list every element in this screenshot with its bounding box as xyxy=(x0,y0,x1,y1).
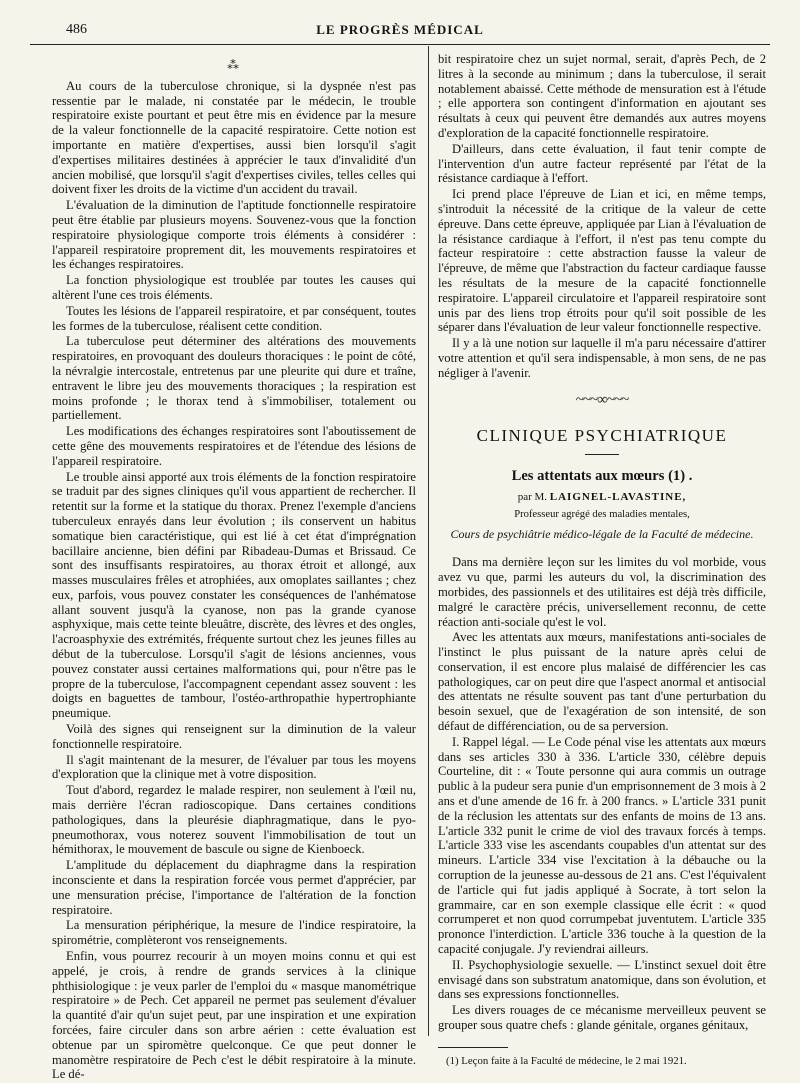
paragraph: Avec les attentats aux mœurs, manifestations anti-sociales de l'instinct le plus puissant de la nature après celui de conservation, il est encore plus malaisé de différencier les cas pathologiques, car on peut dire que l'aspect anormal et antisocial des attentats ne résulte souvent pas tant d'une perturbation du besoin sexuel, que de l'exagération de son intensité, de son défaut de différenciation, ou de sa perversion. xyxy=(438,630,766,734)
paragraph: La tuberculose peut déterminer des altérations des mouvements respiratoires, en provoquant des douleurs thoraciques : le point de côté, la névralgie intercostale, entretenus par une pleurite qui dure et traîne, entravent le libre jeu des mouvements thoraciques ; la respiration est moins profonde ; le thorax tend à s'immobiliser, totalement ou partiellement. xyxy=(52,334,416,423)
title-rule xyxy=(585,454,619,455)
paragraph: Ici prend place l'épreuve de Lian et ici, en même temps, s'introduit la nécessité de la critique de la valeur de cette épreuve. Dans cette épreuve, appliquée par Lian à l'évaluation de la résistance cardiaque à l'effort, il n'est pas tenu compte du facteur respiratoire : cette abstraction fausse la valeur de l'épreuve, de même que l'abstraction du facteur cardiaque fausse les résultats de la mesure de la capacité fonctionnelle respiratoire. L'appareil circulatoire et l'appareil respiratoire sont unis par des liens trop étroits pour qu'il soit possible de les séparer dans l'évaluation de leur valeur fonctionnelle respective. xyxy=(438,187,766,335)
section-asterism: ⁂ xyxy=(227,58,241,72)
paragraph: La fonction physiologique est troublée par toutes les causes qui altèrent l'une ces trois éléments. xyxy=(52,273,416,302)
paragraph: Les modifications des échanges respiratoires sont l'aboutissement de cette gêne des mouvements respiratoires et de l'étendue des lésions de l'appareil respiratoire. xyxy=(52,424,416,468)
section-ornament: ~~~∞~~~ xyxy=(575,391,629,408)
continuation-paragraph: bit respiratoire chez un sujet normal, serait, d'après Pech, de 2 litres à la seconde au minimum ; dans la tuberculose, il serait notablement abaissé. Cette méthode de mensuration est à l'étude ; elle apportera son contingent d'information en ajoutant ses résultats à ceux qui peuvent être demandés aux autres moyens d'exploration de la capacité fonctionnelle respiratoire. xyxy=(438,52,766,140)
paragraph: Voilà des signes qui renseignent sur la diminution de la valeur fonctionnelle respiratoire. xyxy=(52,722,416,751)
paragraph: Tout d'abord, regardez le malade respirer, non seulement à l'œil nu, mais derrière l'écran radioscopique. Dans certaines conditions pathologiques, dans la pleurésie diaphragmatique, dans le pyo-pneumothorax, vous noterez souvent l'immobilisation de tout un hémithorax, le mouvement de bascule ou signe de Kienboeck. xyxy=(52,783,416,857)
paragraph: Le trouble ainsi apporté aux trois éléments de la fonction respiratoire se traduit par des signes cliniques qu'il vous appartient de rechercher. Il retentit sur la forme et la statique du thorax. Prenez l'exemple d'anciens tuberculeux enrayés dans leur évolution ; ils conservent un habitus somatique bien caractéristique, qui est lié à cet état d'imprégnation bacillaire ancienne, bien défini par Ribadeau-Dumas et Brissaud. Ce sont des insuffisants respiratoires, au thorax étroit et allongé, aux masses musculaires frêles et atrophiées, aux omoplates saillantes ; chez eux, parfois, vous pouvez constater les conséquences de l'anhématose allant souvent jusqu'à la cyanose, non pas la grande cyanose asphyxique, mais cette teinte bleuâtre, discrète, des lèvres et des ongles, l'acroasphyxie des extrémités, fréquente surtout chez les jeunes filles au début de la tuberculose. Lorsqu'il s'agit de lésions anciennes, vous pouvez constater aussi certaines malformations qui, pour n'être pas le propre de la tuberculose, l'accompagnent cependant assez souvent : les doigts en baguettes de tambour, l'ostéo-arthropathie hypertrophiante pneumique. xyxy=(52,469,416,721)
paragraph: II. Psychophysiologie sexuelle. — L'instinct sexuel doit être envisagé dans son substratum anatomique, dans son évolution, et dans ses expressions fonctionnelles. xyxy=(438,957,766,1002)
author-prefix: par M. xyxy=(517,490,548,503)
article-title: Les attentats aux mœurs (1) . xyxy=(511,468,693,485)
course-line: Cours de psychiâtrie médico-légale de la Faculté de médecine. xyxy=(450,526,754,541)
left-column xyxy=(52,58,416,1083)
paragraph: D'ailleurs, dans cette évaluation, il faut tenir compte de l'intervention d'un autre facteur représenté par l'état de la résistance cardiaque à l'effort. xyxy=(438,141,766,186)
page-number: 486 xyxy=(66,22,87,37)
paragraph: I. Rappel légal. — Le Code pénal vise les attentats aux mœurs dans ses articles 330 à 336. L'article 330, célèbre depuis Courteline, dit : « Toute personne qui aura commis un outrage public à la pudeur sera punie d'un emprisonnement de 3 mois à 2 ans et d'une amende de 16 fr. à 200 francs. » L'article 331 punit de la réclusion les attentats sur des enfants de moins de 13 ans. L'article 332 punit le crime de viol des travaux forcés à temps. L'article 333 vise les ascendants coupables d'un attentat sur des mineurs. L'article 334 vise l'excitation à la débauche ou la corruption de la jeunesse au-dessous de 21 ans. C'est l'équivalent de l'article qui fut jadis appliqué à Socrate, à tort selon la grammaire, car en son exemple classique elle écrit : « quod corrumperet et non quod corrumpebat juventutem. L'article 335 prononce l'interdiction. L'article 336 touche à la question de la capacité conjugale. J'y reviendrai ailleurs. xyxy=(438,734,766,957)
right-column xyxy=(438,52,766,1069)
author-name: LAIGNEL-LAVASTINE, xyxy=(549,490,687,503)
running-header xyxy=(30,22,770,42)
paragraph: Au cours de la tuberculose chronique, si la dyspnée n'est pas ressentie par le malade, ni constatée par le médecin, le trouble respiratoire existe pourtant et peut être mis en évidence par la mesure de la valeur fonctionnelle de la capacité respiratoire. Cette notion est importante en matière d'expertises, aussi bien lorsqu'il s'agit d'expertises militaires destinées à apprécier le taux d'invalidité d'un ancien mobilisé, que lorsqu'il s'agit d'expertises civiles, telles celles qui doivent fixer les droits de la victime d'un accident du travail. xyxy=(52,78,416,197)
paragraph: Toutes les lésions de l'appareil respiratoire, et par conséquent, toutes les formes de la tuberculose, réalisent cette condition. xyxy=(52,303,416,333)
paragraph: Il s'agit maintenant de la mesurer, de l'évaluer par tous les moyens d'exploration que la clinique met à votre disposition. xyxy=(52,752,416,782)
journal-title: LE PROGRÈS MÉDICAL xyxy=(316,22,484,37)
header-rule xyxy=(30,44,770,45)
author-line xyxy=(438,490,766,505)
column-divider xyxy=(428,46,429,1036)
footnote-rule xyxy=(438,1047,508,1048)
paragraph: L'évaluation de la diminution de l'aptitude fonctionnelle respiratoire peut être établie par plusieurs moyens. Souvenez-vous que la fonction respiratoire physiologique comporte trois éléments à considérer : l'appareil respiratoire proprement dit, les mouvements respiratoires et les échanges respiratoires. xyxy=(52,198,416,272)
paragraph: Enfin, vous pourrez recourir à un moyen moins connu et qui est appelé, je crois, à rendre de grands services à la clinique phthisiologique : je veux parler de l'emploi du « masque manométrique respiratoire » de Pech. Cet appareil ne permet pas seulement d'évaluer la quantité d'air qu'un sujet peut, par une inspiration et une expiration forcées, faire circuler dans son arbre aérien : cette évaluation est obtenue par un spiromètre quelconque. Ce que peut donner le manomètre respiratoire de Pech c'est le débit respiratoire à la minute. Le dé- xyxy=(52,949,416,1082)
paragraph: Dans ma dernière leçon sur les limites du vol morbide, vous avez vu que, parmi les auteurs du vol, la discrimination des morbides, des passionnels et des utilitaires est déjà très difficile, malgré le caractère précis, universellement reconnu, de cette réaction anti-sociale qu'est le vol. xyxy=(438,555,766,629)
paragraph: L'amplitude du déplacement du diaphragme dans la respiration inconsciente et dans la respiration forcée vous permet d'apprécier, par une mensuration précise, l'importance de l'altération de la fonction respiratoire. xyxy=(52,858,416,917)
paragraph: Les divers rouages de ce mécanisme merveilleux peuvent se grouper sous quatre chefs : glande génitale, organes génitaux, xyxy=(438,1003,766,1033)
section-title: CLINIQUE PSYCHIATRIQUE xyxy=(476,426,728,446)
paragraph: Il y a là une notion sur laquelle il m'a paru nécessaire d'attirer votre attention et qu'il sera indispensable, à mon sens, de ne pas négliger à l'avenir. xyxy=(438,336,766,380)
author-affiliation: Professeur agrégé des maladies mentales, xyxy=(514,508,690,520)
footnote: (1) Leçon faite à la Faculté de médecine, le 2 mai 1921. xyxy=(446,1054,687,1067)
paragraph: La mensuration périphérique, la mesure de l'indice respiratoire, la spirométrie, complèteront vos renseignements. xyxy=(52,918,416,948)
